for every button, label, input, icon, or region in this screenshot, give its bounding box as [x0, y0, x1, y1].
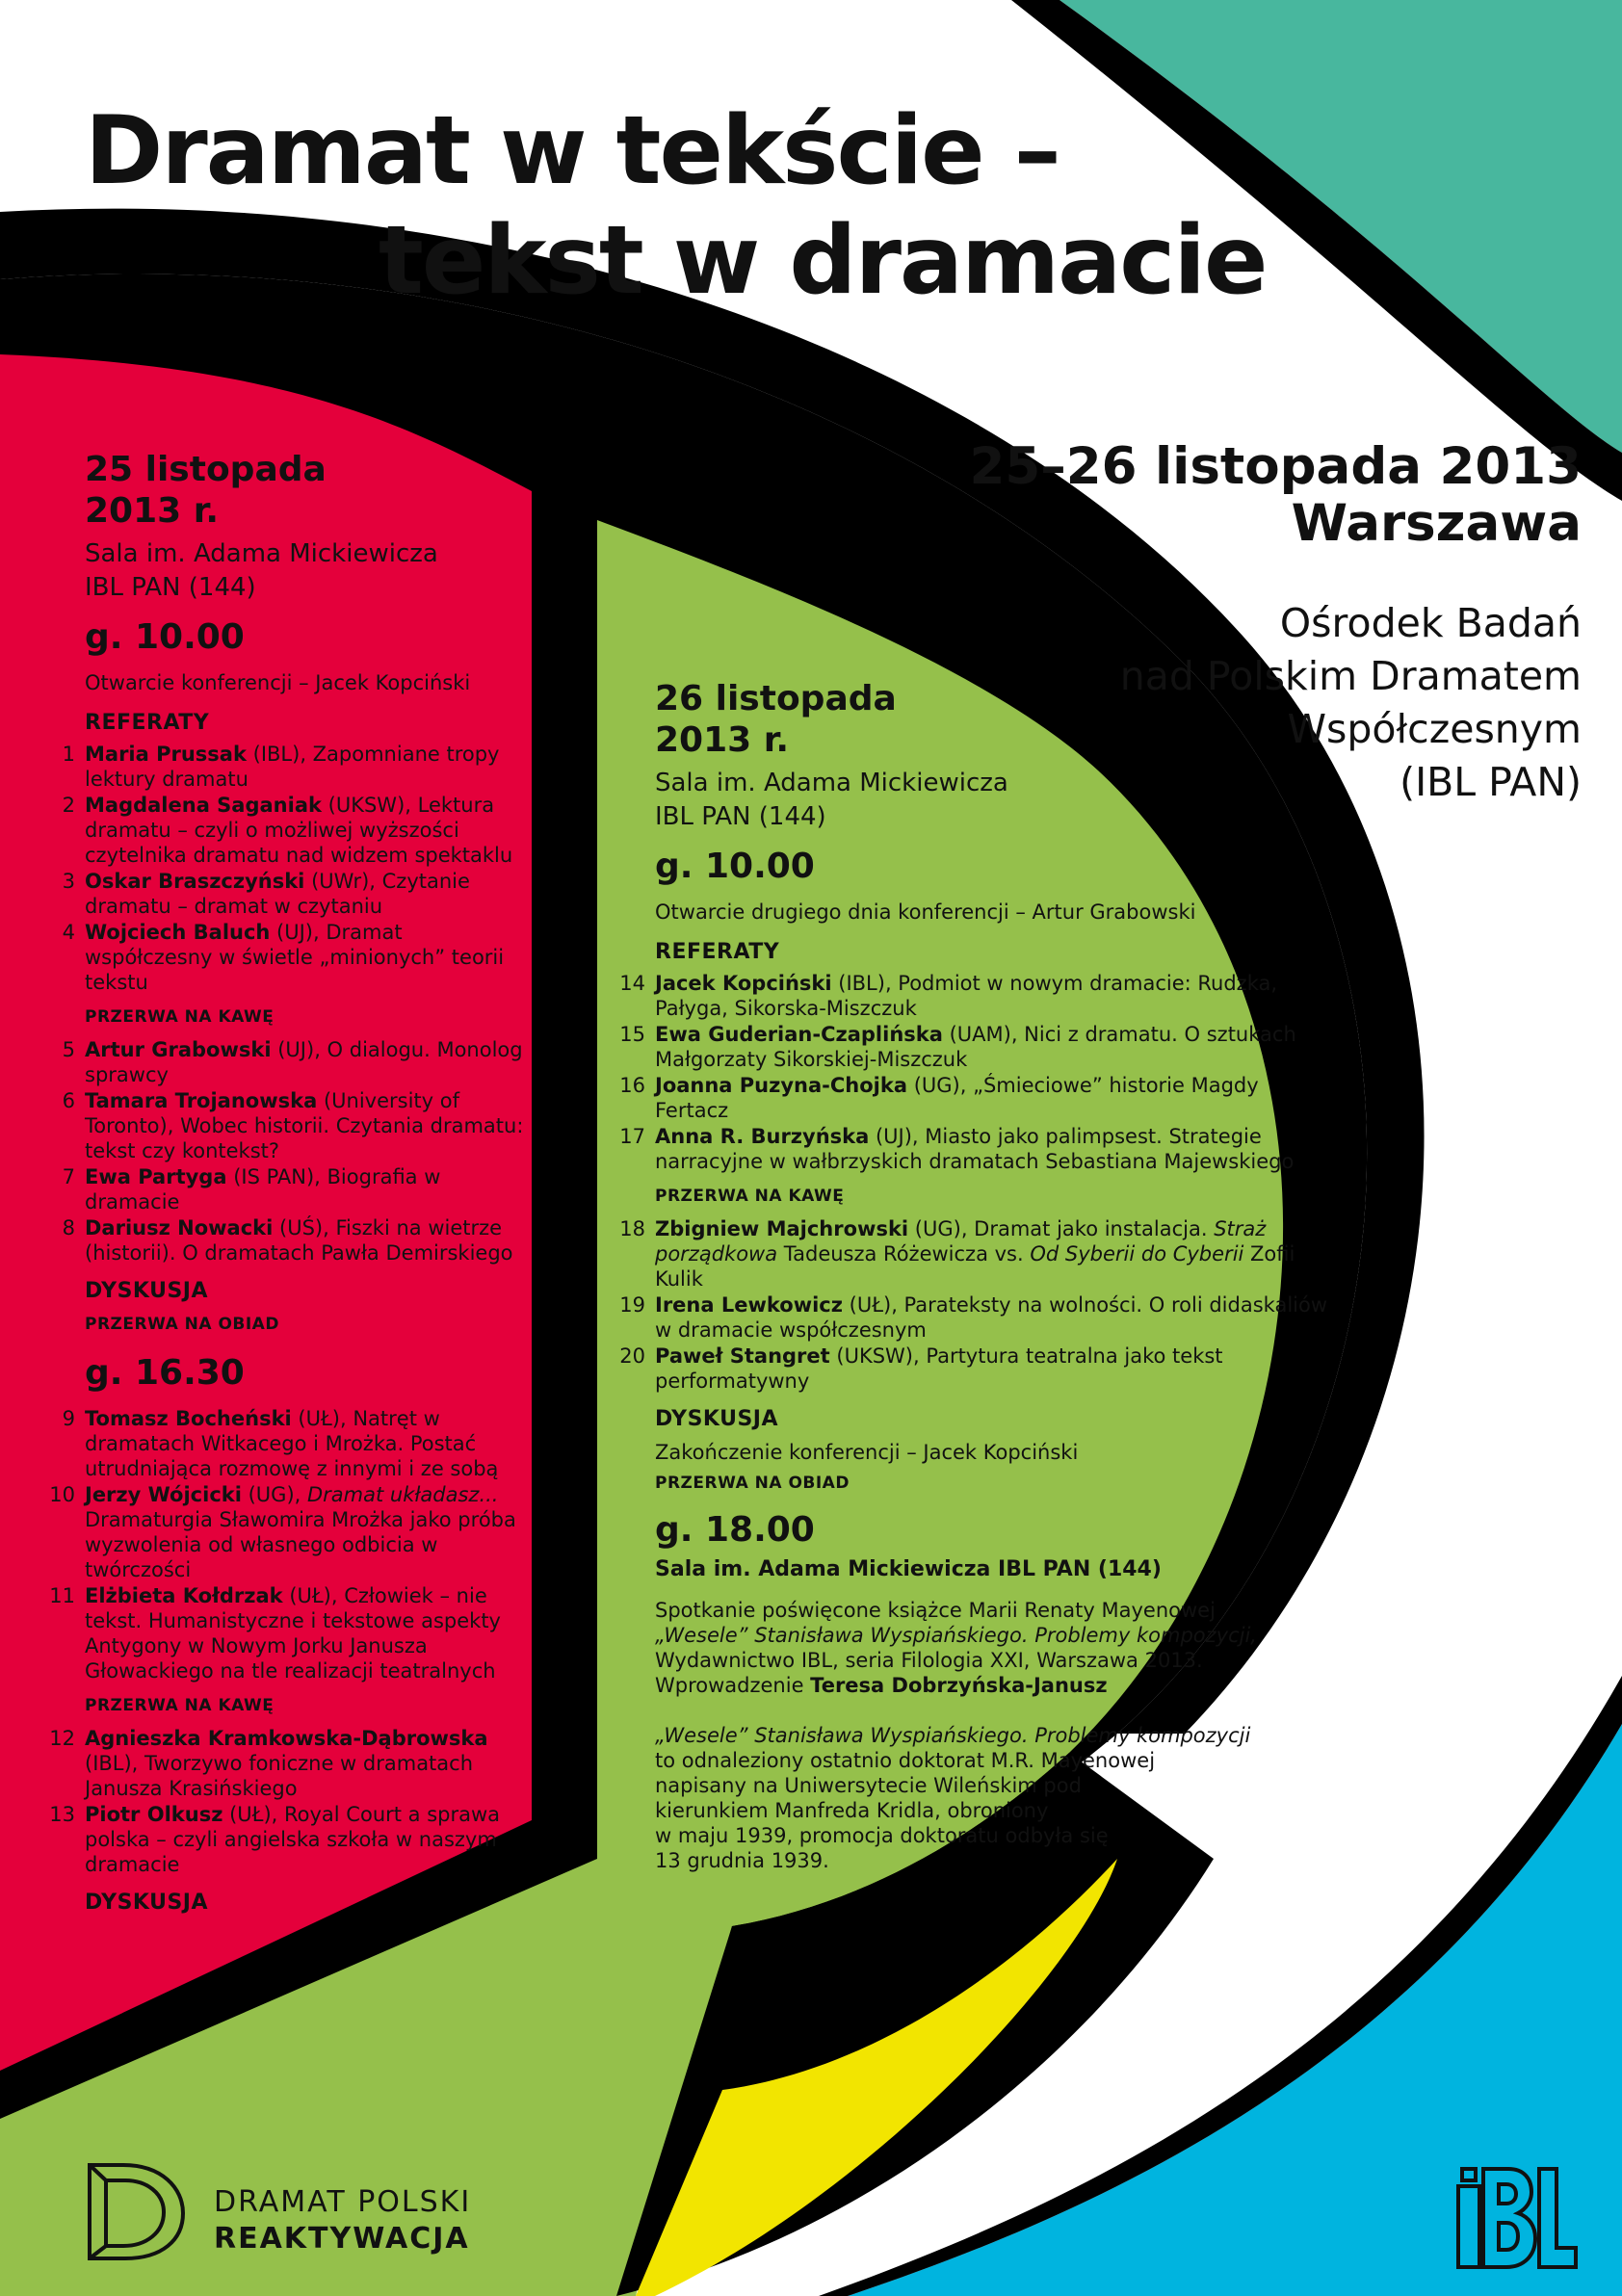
talk-title: (UG), Dramat jako instalacja. — [908, 1217, 1215, 1240]
note-line: to odnaleziony ostatnio doktorat M.R. Mayenowej — [655, 1749, 1156, 1772]
meeting-line — [655, 1623, 1329, 1648]
talk-speaker: Ewa Guderian-Czaplińska — [655, 1023, 943, 1046]
day1-talks-b — [62, 1037, 528, 1265]
talk-item — [619, 971, 1329, 1021]
talk-item — [62, 1037, 528, 1087]
talk-title: (UKSW), Lektura dramatu – czyli o możliwej wyższości czytelnika dramatu nad widzem spektaklu — [85, 794, 513, 867]
talk-title: Zofii Kulik — [655, 1242, 1295, 1291]
talk-title: (UKSW), Partytura teatralna jako tekst performatywny — [655, 1344, 1223, 1393]
event-city: Warszawa — [1291, 494, 1582, 553]
meeting-line: Spotkanie poświęcone książce Marii Renaty Mayenowej — [655, 1599, 1216, 1622]
talk-number: 9 — [62, 1407, 75, 1430]
talk-number: 11 — [49, 1584, 75, 1607]
talk-item — [619, 1124, 1329, 1174]
talk-number: 16 — [619, 1074, 645, 1097]
talk-number: 4 — [62, 921, 75, 944]
talk-speaker: Magdalena Saganiak — [85, 794, 322, 817]
day2-closing: Zakończenie konferencji – Jacek Kopciński — [655, 1441, 1079, 1464]
day1-referaty-heading: REFERATY — [85, 711, 210, 735]
talk-title: (UJ), Miasto jako palimpsest. Strategie narracyjne w wałbrzyskich dramatach Sebastiana Majewskiego — [655, 1125, 1295, 1173]
talk-number: 8 — [62, 1216, 75, 1239]
day1-talks-d — [49, 1726, 528, 1877]
dramat-polski-logo-icon — [85, 2157, 191, 2267]
day2-discussion: DYSKUSJA — [655, 1407, 779, 1431]
talk-speaker: Joanna Puzyna-Chojka — [655, 1074, 908, 1097]
day2-venue-line: IBL PAN (144) — [655, 802, 826, 831]
day1-venue-line: IBL PAN (144) — [85, 573, 256, 602]
talk-speaker: Irena Lewkowicz — [655, 1293, 843, 1317]
note-line: w maju 1939, promocja doktoratu odbyła się — [655, 1824, 1109, 1847]
talk-number: 19 — [619, 1293, 645, 1317]
day2-venue-2: Sala im. Adama Mickiewicza IBL PAN (144) — [655, 1557, 1162, 1581]
poster-title — [85, 96, 1266, 316]
talk-title: (UG), „Śmieciowe” historie Magdy Fertacz — [655, 1074, 1259, 1122]
talk-item — [49, 1726, 528, 1801]
day2-date — [655, 678, 1329, 761]
talk-title: (UŁ), Natręt w dramatach Witkacego i Mrożka. Postać utrudniająca rozmowę z innymi i ze sobą — [85, 1407, 499, 1480]
talk-speaker: Oskar Braszczyński — [85, 870, 305, 893]
day1-opening: Otwarcie konferencji – Jacek Kopciński — [85, 671, 471, 694]
meeting-presenter: Teresa Dobrzyńska-Janusz — [810, 1674, 1108, 1697]
day1-program — [49, 449, 528, 1916]
day2-lunch-break: PRZERWA NA OBIAD — [655, 1474, 850, 1493]
talk-title-italic: Straż porządkowa — [655, 1217, 1267, 1265]
talk-number: 1 — [62, 743, 75, 766]
talk-title: (UAM), Nici z dramatu. O sztukach Małgorzaty Sikorskiej-Miszczuk — [655, 1023, 1296, 1071]
talk-speaker: Piotr Olkusz — [85, 1803, 223, 1826]
talk-speaker: Tamara Trojanowska — [85, 1089, 318, 1112]
day1-venue — [85, 537, 528, 605]
day1-lunch-break: PRZERWA NA OBIAD — [85, 1315, 279, 1334]
meeting-intro: Wprowadzenie — [655, 1674, 811, 1697]
day2-meeting — [655, 1598, 1329, 1698]
day1-discussion: DYSKUSJA — [85, 1279, 209, 1303]
day2-opening: Otwarcie drugiego dnia konferencji – Artur Grabowski — [655, 900, 1196, 924]
organizer-line: Współczesnym — [1287, 706, 1582, 752]
day1-coffee-break: PRZERWA NA KAWĘ — [85, 1007, 275, 1027]
talk-item — [619, 1073, 1329, 1123]
meeting-line: Wydawnictwo IBL, seria Filologia XXI, Warszawa 2013. — [655, 1649, 1203, 1672]
talk-speaker: Paweł Stangret — [655, 1344, 830, 1368]
talk-speaker: Zbigniew Majchrowski — [655, 1217, 909, 1240]
talk-title: (UWr), Czytanie dramatu – dramat w czytaniu — [85, 870, 470, 918]
day2-note — [655, 1723, 1329, 1873]
day1-date-line: 2013 r. — [85, 491, 220, 531]
book-title-italic: „Wesele” Stanisława Wyspiańskiego. Problemy kompozycji, — [655, 1624, 1257, 1647]
talk-item — [62, 1406, 528, 1481]
talk-title: (UŁ), Royal Court a sprawa polska – czyli angielska szkoła w naszym dramacie — [85, 1803, 501, 1876]
day2-talks-a — [619, 971, 1329, 1174]
talk-number: 12 — [49, 1727, 75, 1750]
talk-speaker: Elżbieta Kołdrzak — [85, 1584, 283, 1607]
note-line: napisany na Uniwersytecie Wileńskim pod — [655, 1774, 1082, 1797]
day2-date-line: 26 listopada — [655, 679, 897, 718]
talk-number: 17 — [619, 1125, 645, 1148]
talk-speaker: Jacek Kopciński — [655, 972, 832, 995]
day2-time-1: g. 10.00 — [655, 847, 815, 886]
talk-title: Dramaturgia Sławomira Mrożka jako próba wyzwolenia od własnego odbicia w twórczości — [85, 1508, 516, 1581]
talk-number: 2 — [62, 794, 75, 817]
talk-item — [62, 920, 528, 995]
title-line-2: tekst w dramacie — [379, 206, 1267, 316]
talk-title: (IBL), Tworzywo foniczne w dramatach Janusza Krasińskiego — [85, 1752, 474, 1800]
talk-title-italic: Od Syberii do Cyberii — [1030, 1242, 1244, 1265]
day2-venue-line: Sala im. Adama Mickiewicza — [655, 769, 1008, 797]
talk-speaker: Maria Prussak — [85, 743, 247, 766]
dramat-polski-logo-text — [214, 2184, 471, 2257]
talk-title: (UJ), O dialogu. Monolog sprawcy — [85, 1038, 523, 1086]
organizer-line: Ośrodek Badań — [1279, 600, 1582, 646]
talk-title: (UŚ), Fiszki na wietrze (historii). O dramatach Pawła Demirskiego — [85, 1216, 513, 1265]
talk-title-italic: Dramat układasz... — [307, 1483, 499, 1506]
talk-speaker: Agnieszka Kramkowska-Dąbrowska — [85, 1727, 488, 1750]
talk-title: (UJ), Dramat współczesny w świetle „minionych” teorii tekstu — [85, 921, 505, 994]
talk-item — [62, 1088, 528, 1163]
talk-title: (IBL), Podmiot w nowym dramacie: Rudzka, Pałyga, Sikorska-Miszczuk — [655, 972, 1278, 1020]
day1-coffee-break-2: PRZERWA NA KAWĘ — [85, 1696, 275, 1715]
talk-speaker: Tomasz Bocheński — [85, 1407, 292, 1430]
talk-item — [49, 1802, 528, 1877]
talk-speaker: Dariusz Nowacki — [85, 1216, 274, 1239]
event-info — [970, 438, 1582, 552]
talk-item — [62, 869, 528, 919]
note-title-italic: „Wesele” Stanisława Wyspiańskiego. Problemy kompozycji — [655, 1724, 1251, 1747]
talk-speaker: Anna R. Burzyńska — [655, 1125, 870, 1148]
title-line-1: Dramat w tekście – — [85, 96, 1060, 206]
talk-speaker: Ewa Partyga — [85, 1165, 227, 1188]
talk-item — [49, 1583, 528, 1683]
day1-time-2: g. 16.30 — [85, 1353, 245, 1393]
day2-referaty-heading: REFERATY — [655, 940, 780, 964]
logo-line-1: DRAMAT POLSKI — [214, 2185, 472, 2219]
talk-number: 7 — [62, 1165, 75, 1188]
talk-title: (University of Toronto), Wobec historii. Czytania dramatu: tekst czy kontekst? — [85, 1089, 524, 1162]
talk-number: 15 — [619, 1023, 645, 1046]
talk-title: (IBL), Zapomniane tropy lektury dramatu — [85, 743, 500, 791]
day1-date — [85, 449, 528, 532]
talk-item — [62, 742, 528, 792]
talk-title: (UG), — [241, 1483, 307, 1506]
note-line — [655, 1723, 1329, 1748]
talk-number: 3 — [62, 870, 75, 893]
talk-item — [62, 793, 528, 868]
talk-number: 20 — [619, 1344, 645, 1368]
event-dates: 25–26 listopada 2013 — [969, 437, 1582, 496]
talk-title: Tadeusza Różewicza vs. — [777, 1242, 1031, 1265]
talk-item — [619, 1022, 1329, 1072]
talk-number: 13 — [49, 1803, 75, 1826]
talk-item — [62, 1215, 528, 1265]
day2-talks-b — [619, 1216, 1329, 1394]
day2-program — [619, 678, 1329, 1873]
organizer-line: (IBL PAN) — [1400, 759, 1582, 805]
day1-talks-a — [62, 742, 528, 995]
note-line: 13 grudnia 1939. — [655, 1849, 829, 1872]
day2-coffee-break: PRZERWA NA KAWĘ — [655, 1187, 845, 1206]
talk-number: 18 — [619, 1217, 645, 1240]
day1-talks-c — [49, 1406, 528, 1683]
talk-item — [49, 1482, 528, 1582]
day2-time-2: g. 18.00 — [655, 1510, 815, 1550]
talk-item — [619, 1292, 1329, 1343]
talk-speaker: Jerzy Wójcicki — [85, 1483, 242, 1506]
logo-line-2: REAKTYWACJA — [214, 2222, 470, 2256]
day1-date-line: 25 listopada — [85, 450, 327, 489]
talk-number: 14 — [619, 972, 645, 995]
note-line: kierunkiem Manfreda Kridla, obroniony — [655, 1799, 1049, 1822]
talk-title: (UŁ), Parateksty na wolności. O roli didaskaliów w dramacie współczesnym — [655, 1293, 1328, 1342]
talk-speaker: Artur Grabowski — [85, 1038, 272, 1061]
day1-discussion-2: DYSKUSJA — [85, 1891, 209, 1915]
day2-venue — [655, 767, 1329, 834]
organizer-line: nad Polskim Dramatem — [1119, 653, 1582, 699]
talk-number: 6 — [62, 1089, 75, 1112]
talk-speaker: Wojciech Baluch — [85, 921, 271, 944]
talk-item — [62, 1164, 528, 1214]
day1-time-1: g. 10.00 — [85, 617, 245, 657]
ibl-logo-icon — [1454, 2165, 1580, 2275]
talk-item — [619, 1216, 1329, 1292]
talk-number: 5 — [62, 1038, 75, 1061]
talk-title: (IS PAN), Biografia w dramacie — [85, 1165, 441, 1213]
meeting-line — [655, 1673, 1329, 1698]
talk-number: 10 — [49, 1483, 75, 1506]
day2-date-line: 2013 r. — [655, 720, 790, 760]
talk-title: (UŁ), Człowiek – nie tekst. Humanistyczne i tekstowe aspekty Antygony w Nowym Jorku Janusza Głowackiego na tle realizacji teatralnych — [85, 1584, 501, 1683]
talk-item — [619, 1344, 1329, 1394]
day1-venue-line: Sala im. Adama Mickiewicza — [85, 539, 438, 568]
